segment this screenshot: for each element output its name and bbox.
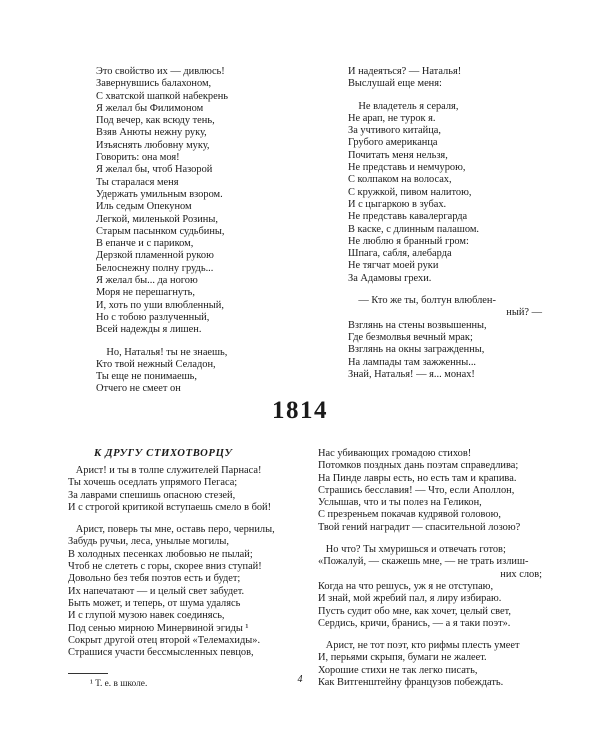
verse-line: С хватской шапкой набекрень bbox=[96, 90, 228, 102]
verse-line: Но, Наталья! ты не знаешь, bbox=[96, 346, 228, 358]
verse-line: Когда на что решусь, уж я не отступаю, bbox=[318, 580, 494, 592]
verse-line: С колпаком на волосах, bbox=[348, 174, 452, 186]
stanza bbox=[348, 66, 558, 91]
verse-line: Нас убивающих громадою стихов! bbox=[318, 448, 472, 459]
verse-line: «Пожалуй, — скажешь мне, — не трать излиш- bbox=[318, 556, 529, 568]
verse-line: И с глупой музою навек соединясь, bbox=[68, 610, 225, 622]
verse-line: И с цыгаркою в зубах. bbox=[348, 198, 447, 210]
verse-line: На лампады там зажженны... bbox=[348, 356, 477, 368]
verse-line: Грубого американца bbox=[348, 137, 438, 149]
verse-line: Их напечатают — и целый свет забудет. bbox=[68, 585, 245, 597]
verse-line: Под сенью мирною Минервиной эгиды ¹ bbox=[68, 622, 249, 634]
verse-line: Моря не перешагнуть, bbox=[96, 287, 196, 299]
verse-line: Хорошие стихи не так легко писать, bbox=[318, 664, 478, 676]
verse-line: За Адамовы грехи. bbox=[348, 272, 432, 284]
page-number: 4 bbox=[297, 674, 303, 685]
verse-line: Арист, поверь ты мне, оставь перо, чернилы, bbox=[68, 524, 275, 536]
verse-line: Забудь ручьи, леса, унылые могилы, bbox=[68, 536, 229, 548]
verse-line: И надеяться? — Наталья! bbox=[348, 66, 462, 77]
verse-line: Я желал бы Филимоном bbox=[96, 102, 204, 114]
verse-line: Я желал бы... да ногою bbox=[96, 275, 198, 287]
stanza bbox=[96, 347, 306, 396]
verse-line: Всей надежды я лишен. bbox=[96, 324, 202, 336]
year-heading: 1814 bbox=[272, 397, 328, 424]
stanza bbox=[318, 581, 558, 630]
verse-line: И, хоть по уши влюбленный, bbox=[96, 299, 224, 311]
verse-line: Быть может, и теперь, от шума удалясь bbox=[68, 597, 241, 609]
verse-line: Удержать умильным взором. bbox=[96, 188, 223, 200]
verse-line: Не владетель я сераля, bbox=[348, 100, 459, 112]
verse-line: Страшись бесславия! — Что, если Аполлон, bbox=[318, 484, 515, 496]
stanza bbox=[68, 524, 304, 659]
verse-line: Не тягчат моей руки bbox=[348, 260, 439, 272]
stanza bbox=[348, 101, 558, 285]
verse-line: — Кто же ты, болтун влюблен- bbox=[348, 295, 496, 307]
verse-line: Белоснежну полну грудь... bbox=[96, 262, 214, 274]
verse-line: Шпага, сабля, алебарда bbox=[348, 248, 452, 260]
verse-line: За лаврами спешишь опасною стезей, bbox=[68, 489, 236, 501]
verse-line: Я желал бы, чтоб Назорой bbox=[96, 164, 213, 176]
poem-title: К ДРУГУ СТИХОТВОРЦУ bbox=[94, 448, 233, 459]
verse-line: Знай, Наталья! — я... монах! bbox=[348, 368, 475, 380]
verse-line: Чтоб не слететь с горы, скорее вниз ступай! bbox=[68, 561, 262, 573]
verse-line: Сердись, кричи, бранись, — а я таки поэт». bbox=[318, 617, 511, 629]
verse-line: С презреньем покачав кудрявой головою, bbox=[318, 509, 501, 521]
verse-line: Изъяснять любовну муку, bbox=[96, 139, 210, 151]
verse-line: Отчего не смеет он bbox=[96, 383, 181, 395]
verse-line: Не представь и немчурою, bbox=[348, 162, 466, 174]
verse-line: Не люблю я бранный гром: bbox=[348, 235, 469, 247]
verse-line: Не арап, не турок я. bbox=[348, 112, 436, 124]
verse-line: Почитать меня нельзя, bbox=[348, 149, 448, 161]
verse-line: Взяв Анюты нежну руку, bbox=[96, 127, 207, 139]
verse-line: Арист, не тот поэт, кто рифмы плесть умеет bbox=[318, 640, 520, 652]
verse-line: Это свойство их — дивлюсь! bbox=[96, 66, 225, 77]
verse-line: Страшися участи бессмысленных певцов, bbox=[68, 647, 254, 659]
verse-line: Как Витгенштейну французов побеждать. bbox=[318, 677, 504, 689]
verse-line: Дерзкой пламенной рукою bbox=[96, 250, 214, 262]
verse-line: И с строгой критикой вступаешь смело в бой! bbox=[68, 501, 272, 513]
stanza bbox=[96, 66, 306, 337]
verse-line: Иль седым Опекуном bbox=[96, 201, 192, 213]
verse-line: Арист! и ты в толпе служителей Парнаса! bbox=[68, 465, 262, 476]
verse-line: Не представь кавалергарда bbox=[348, 211, 468, 223]
verse-line: Твой гений наградит — спасительной лозою? bbox=[318, 521, 521, 533]
verse-line: И, перьями скрыпя, бумаги не жалеет. bbox=[318, 652, 487, 664]
verse-line: Говорить: она моя! bbox=[96, 152, 180, 164]
verse-line-wrap: них слов; bbox=[500, 568, 542, 580]
verse-line: Под вечер, как всюду тень, bbox=[96, 115, 215, 127]
verse-line: С кружкой, пивом налитою, bbox=[348, 186, 472, 198]
verse-line: Где безмолвья вечный мрак; bbox=[348, 331, 473, 343]
verse-column-top-left bbox=[96, 66, 306, 396]
verse-line: Услышав, что и ты полез на Геликон, bbox=[318, 497, 482, 509]
verse-line: Ты хочешь оседлать упрямого Пегаса; bbox=[68, 477, 238, 489]
verse-line: За учтивого китайца, bbox=[348, 125, 441, 137]
stanza bbox=[348, 320, 558, 381]
verse-line: Ты старалася меня bbox=[96, 176, 179, 188]
verse-line: Взглянь на стены возвышенны, bbox=[348, 319, 487, 331]
verse-line-wrap: ный? — bbox=[506, 307, 542, 319]
verse-line: Старым пасынком судьбины, bbox=[96, 225, 225, 237]
verse-line: Сокрыт другой отец второй «Телемахиды». bbox=[68, 634, 261, 646]
verse-line: Выслушай еще меня: bbox=[348, 78, 442, 90]
verse-line: Легкой, миленькой Розины, bbox=[96, 213, 218, 225]
stanza bbox=[318, 448, 558, 534]
stanza bbox=[318, 544, 558, 569]
verse-column-top-right bbox=[348, 66, 558, 381]
verse-line: И знай, мой жребий пал, я лиру избираю. bbox=[318, 593, 502, 605]
verse-line: Но что? Ты хмуришься и отвечать готов; bbox=[318, 544, 506, 556]
verse-line: Потомков поздных дань поэтам справедлива; bbox=[318, 460, 519, 472]
verse-line: В епанче и с париком, bbox=[96, 238, 194, 250]
verse-line: Завернувшись балахоном, bbox=[96, 78, 212, 90]
footnote: ¹ Т. е. в школе. bbox=[90, 679, 148, 690]
verse-line: В каске, с длинным палашом. bbox=[348, 223, 479, 235]
verse-line: На Пинде лавры есть, но есть там и крапива. bbox=[318, 472, 517, 484]
verse-column-bottom-left bbox=[68, 448, 304, 691]
verse-line: Ты еще не понимаешь, bbox=[96, 371, 197, 383]
verse-column-bottom-right bbox=[318, 448, 558, 689]
verse-line: Но с тобою разлученный, bbox=[96, 311, 210, 323]
verse-line: Довольно без тебя поэтов есть и будет; bbox=[68, 573, 241, 585]
verse-line: Кто твой нежный Селадон, bbox=[96, 358, 216, 370]
verse-line: В холодных песенках любовью не пылай; bbox=[68, 548, 253, 560]
verse-line: Пусть судит обо мне, как хочет, целый свет, bbox=[318, 605, 511, 617]
stanza bbox=[68, 465, 304, 514]
verse-line: Взглянь на окны загражденны, bbox=[348, 344, 485, 356]
